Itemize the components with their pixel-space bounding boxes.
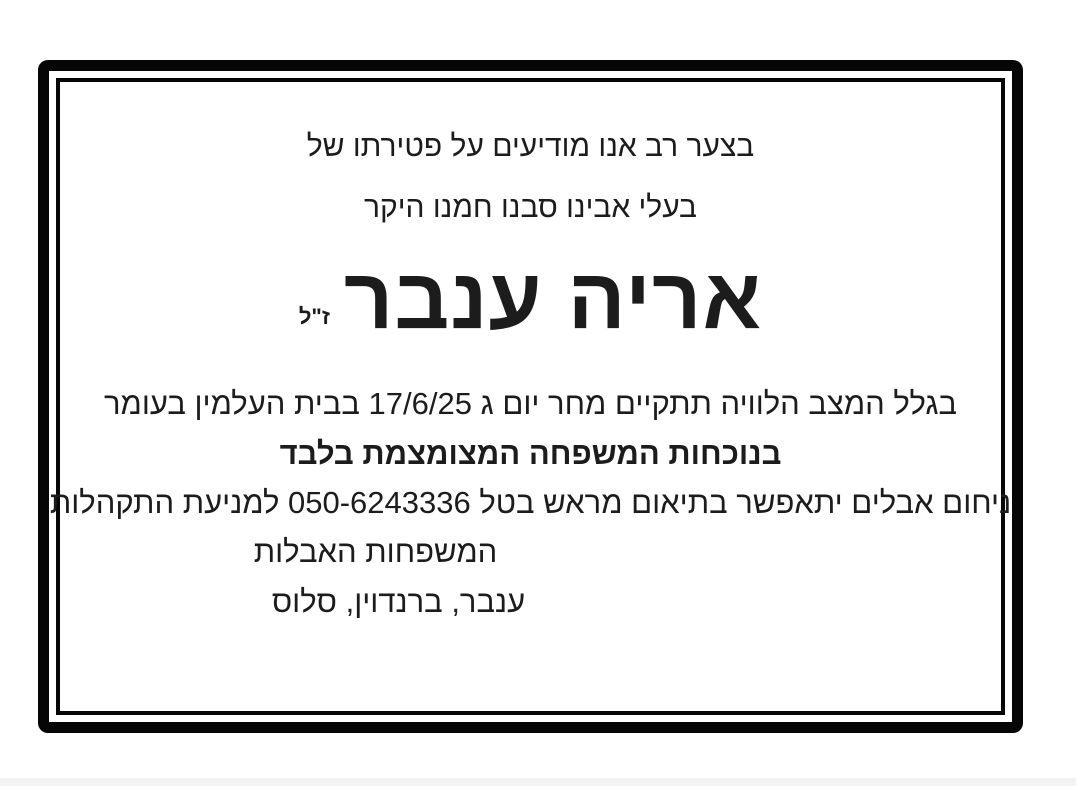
family-only-line: בנוכחות המשפחה המצומצמת בלבד [279,435,782,471]
deceased-name-row [298,250,763,347]
deceased-name: אריה ענבר [343,250,763,347]
announcement-line: בצער רב אנו מודיעים על פטירתו של [306,130,755,163]
notice-frame-outer [38,60,1023,733]
bottom-edge-strip [0,778,1076,786]
relation-line: בעלי אבינו סבנו חמנו היקר [363,190,698,224]
notice-frame-inner [49,78,1012,715]
death-notice-content [49,82,1012,711]
mourning-families-line: המשפחות האבלות [253,534,498,570]
honorific-zal: ז"ל [298,303,330,329]
shiva-info-line: ניחום אבלים יתאפשר בתיאום מראש בטל 050-6243336 למניעת התקהלות [49,484,1012,520]
family-names-line: ענבר, ברנדוין, סלוס [271,584,526,620]
funeral-details-line: בגלל המצב הלוויה תתקיים מחר יום ג 17/6/25 בבית העלמין בעומר [104,385,957,421]
